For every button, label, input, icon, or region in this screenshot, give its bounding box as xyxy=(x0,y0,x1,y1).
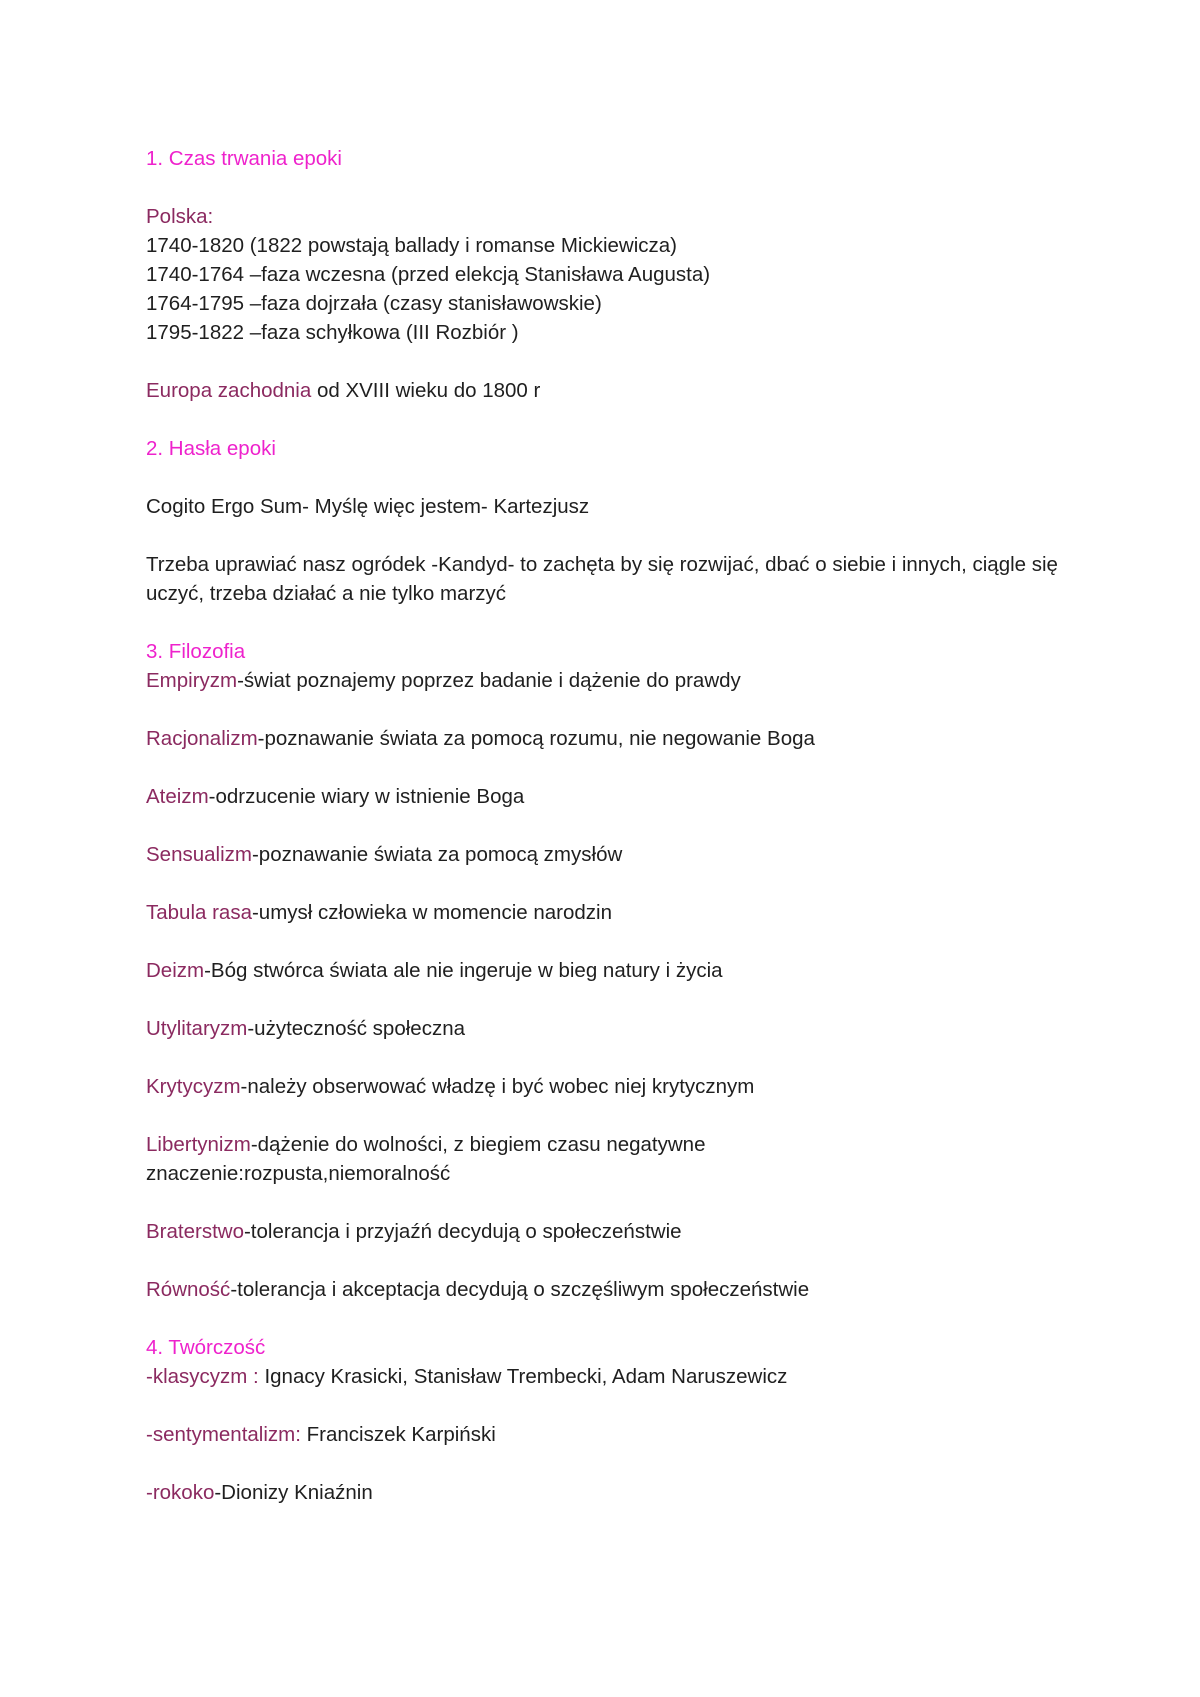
philosophy-term: Sensualizm xyxy=(146,843,252,866)
poland-label: Polska: xyxy=(146,205,214,228)
poland-period-line: 1795-1822 –faza schyłkowa (III Rozbiór ) xyxy=(146,321,519,344)
works-authors: Franciszek Karpiński xyxy=(300,1423,496,1446)
philosophy-definition-continued: znaczenie:rozpusta,niemoralność xyxy=(146,1162,451,1185)
philosophy-definition: -poznawanie świata za pomocą rozumu, nie negowanie Boga xyxy=(257,727,815,750)
philosophy-definition: -należy obserwować władzę i być wobec niej krytycznym xyxy=(240,1075,755,1098)
philosophy-item xyxy=(146,724,1106,753)
philosophy-definition: -użyteczność społeczna xyxy=(247,1017,465,1040)
motto-cogito: Cogito Ergo Sum- Myślę więc jestem- Kartezjusz xyxy=(146,495,590,518)
section-heading-duration: 1. Czas trwania epoki xyxy=(146,147,342,170)
philosophy-term: Racjonalizm xyxy=(146,727,258,750)
philosophy-item xyxy=(146,782,1106,811)
philosophy-item xyxy=(146,666,1106,695)
philosophy-item xyxy=(146,1275,1106,1304)
philosophy-term: Krytycyzm xyxy=(146,1075,241,1098)
philosophy-item xyxy=(146,1072,1106,1101)
philosophy-item xyxy=(146,840,1106,869)
philosophy-definition: -świat poznajemy poprzez badanie i dążenie do prawdy xyxy=(237,669,741,692)
works-movement: -sentymentalizm: xyxy=(146,1423,301,1446)
philosophy-definition: -tolerancja i akceptacja decydują o szczęśliwym społeczeństwie xyxy=(230,1278,810,1301)
philosophy-definition: -Bóg stwórca świata ale nie ingeruje w bieg natury i życia xyxy=(204,959,723,982)
philosophy-term: Deizm xyxy=(146,959,205,982)
philosophy-item xyxy=(146,1014,1106,1043)
philosophy-term: Libertynizm xyxy=(146,1133,251,1156)
philosophy-definition: -tolerancja i przyjaźń decydują o społeczeństwie xyxy=(243,1220,682,1243)
philosophy-item xyxy=(146,956,1106,985)
philosophy-definition: -odrzucenie wiary w istnienie Boga xyxy=(208,785,525,808)
document-page xyxy=(146,144,1106,1507)
works-movement: -rokoko xyxy=(146,1481,215,1504)
philosophy-item xyxy=(146,1130,1106,1159)
poland-period-line: 1740-1764 –faza wczesna (przed elekcją Stanisława Augusta) xyxy=(146,263,711,286)
poland-period-line: 1740-1820 (1822 powstają ballady i romanse Mickiewicza) xyxy=(146,234,677,257)
europe-term: Europa zachodnia xyxy=(146,379,312,402)
works-item xyxy=(146,1362,1106,1391)
europe-period-line xyxy=(146,376,1106,405)
philosophy-definition: -umysł człowieka w momencie narodzin xyxy=(251,901,612,924)
works-authors: -Dionizy Kniaźnin xyxy=(214,1481,373,1504)
poland-period-line: 1764-1795 –faza dojrzała (czasy stanisławowskie) xyxy=(146,292,602,315)
works-item xyxy=(146,1420,1106,1449)
philosophy-term: Utylitaryzm xyxy=(146,1017,248,1040)
philosophy-term: Tabula rasa xyxy=(146,901,252,924)
philosophy-definition: -poznawanie świata za pomocą zmysłów xyxy=(251,843,623,866)
philosophy-definition: -dążenie do wolności, z biegiem czasu negatywne xyxy=(250,1133,706,1156)
motto-kandyd: Trzeba uprawiać nasz ogródek -Kandyd- to zachęta by się rozwijać, dbać o siebie i innych, ciągle się uczyć, trzeba działać a nie tylko marzyć xyxy=(146,553,1058,605)
section-heading-philosophy: 3. Filozofia xyxy=(146,640,246,663)
works-authors: Ignacy Krasicki, Stanisław Trembecki, Adam Naruszewicz xyxy=(258,1365,788,1388)
philosophy-term: Empiryzm xyxy=(146,669,238,692)
works-movement: -klasycyzm : xyxy=(146,1365,259,1388)
europe-text: od XVIII wieku do 1800 r xyxy=(311,379,541,402)
philosophy-term: Ateizm xyxy=(146,785,209,808)
philosophy-item xyxy=(146,898,1106,927)
works-item xyxy=(146,1478,1106,1507)
section-heading-mottos: 2. Hasła epoki xyxy=(146,437,276,460)
section-heading-works: 4. Twórczość xyxy=(146,1336,266,1359)
philosophy-term: Równość xyxy=(146,1278,231,1301)
philosophy-term: Braterstwo xyxy=(146,1220,244,1243)
philosophy-item xyxy=(146,1217,1106,1246)
